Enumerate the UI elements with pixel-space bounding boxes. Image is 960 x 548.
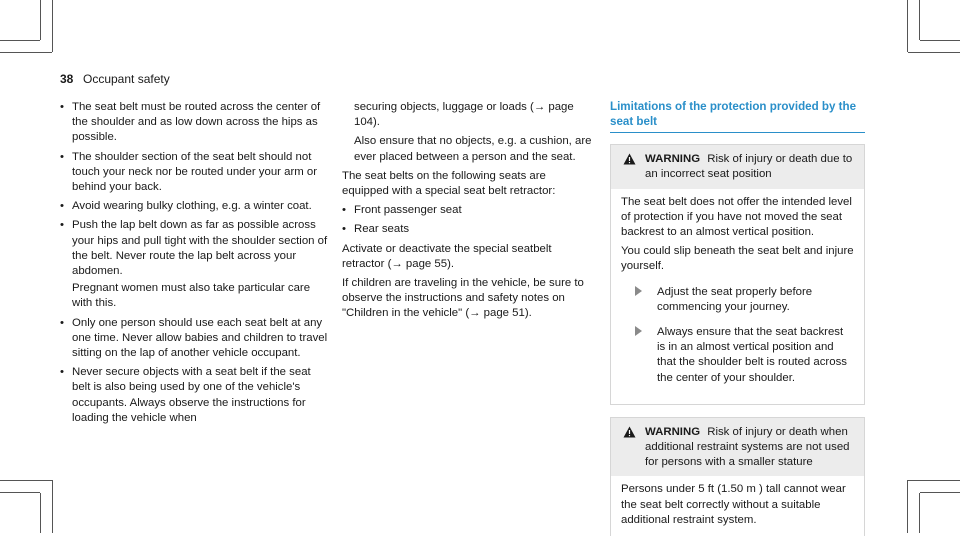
warning-header [611, 145, 864, 188]
activate-retractor-text[interactable]: Activate or deactivate the special seatbelt retractor (→ page 55). [342, 242, 552, 270]
list-item: • Rear seats [342, 223, 410, 236]
warning-triangle-icon [623, 153, 636, 170]
crop-mark [0, 40, 40, 41]
warning-triangle-icon [623, 426, 636, 443]
retractor-intro: The seat belts on the following seats are equipped with a special seat belt retractor: [342, 169, 556, 198]
warning-heading: Risk of injury or death due to an incorrect seat position [645, 153, 853, 181]
continued-note: Also ensure that no objects, e.g. a cushion, are ever placed between a person and the seat. [354, 135, 592, 163]
crop-mark [0, 52, 52, 53]
crop-mark [908, 52, 960, 53]
section-divider [610, 132, 865, 133]
page-number: 38 [60, 72, 74, 86]
warning-box [610, 417, 865, 536]
pregnant-note: Pregnant women must also take particular care with this. [72, 282, 311, 310]
crop-mark [919, 0, 920, 40]
list-item: • Never secure objects with a seat belt if the seat belt is also being used by one of the vehicle's occupants. Always observe the instructions for loading the vehicle when [60, 366, 311, 424]
warning-label: WARNING [645, 153, 701, 166]
crop-mark [919, 493, 920, 533]
action-arrow-icon [635, 326, 642, 336]
page-header-title: Occupant safety [83, 72, 170, 86]
crop-mark [908, 480, 960, 481]
crop-mark [0, 480, 52, 481]
list-item: • Only one person should use each seat belt at any one time. Never allow babies and children to travel sitting on the lap of another vehicle occupant. [60, 316, 328, 360]
warning-body: The seat belt does not offer the intended level of protection if you have not moved the seat backrest to an almost vertical position. You could slip beneath the seat belt and injure yourself. Adjust the seat properly before commencing your journey. Always ensure that the seat backrest is in an almost vertical position and that the shoulder belt is routed across the center of your shoulder. [611, 189, 864, 404]
column-right [610, 100, 865, 548]
continued-text [342, 100, 592, 130]
section-title: Limitations of the protection provided by the seat belt [610, 100, 857, 128]
crop-mark [52, 0, 53, 52]
list-item: • Front passenger seat [342, 204, 462, 217]
column-left [60, 100, 330, 430]
crop-mark [907, 480, 908, 533]
warning-box [610, 144, 865, 405]
crop-mark [0, 492, 40, 493]
crop-mark [52, 480, 53, 533]
warning-body: Persons under 5 ft (1.50 m ) tall cannot wear the seat belt correctly without a suitable additional restraint system. [621, 483, 846, 526]
crop-mark [40, 0, 41, 40]
warning-label: WARNING [645, 425, 701, 438]
crop-mark [920, 492, 960, 493]
crop-mark [40, 493, 41, 533]
crop-mark [920, 40, 960, 41]
children-note[interactable]: If children are traveling in the vehicle, be sure to observe the instructions and safety notes on "Children in the vehicle" (→ page 51). [342, 277, 584, 320]
loading-reference-link[interactable]: securing objects, luggage or loads (→ page 104). [354, 101, 574, 129]
retractor-seats-list [342, 203, 592, 237]
crop-mark [907, 0, 908, 52]
list-item: • Push the lap belt down as far as possible across your hips and pull tight with the shoulder section of the belt. Never route the lap belt across your abdomen. Pregnant women must also take particular care with this. [60, 218, 330, 311]
list-item: • The shoulder section of the seat belt should not touch your neck nor be routed under your arm or behind your back. [60, 150, 318, 194]
column-middle [342, 100, 592, 326]
seat-belt-rules-list [60, 100, 330, 426]
list-item: • Avoid wearing bulky clothing, e.g. a winter coat. [60, 200, 312, 213]
action-arrow-icon [635, 286, 642, 296]
warning-header [611, 418, 864, 477]
warning-heading: Risk of injury or death when additional restraint systems are not used for persons with a smaller stature [645, 425, 850, 469]
action-step: Always ensure that the seat backrest is in an almost vertical position and that the shoulder belt is routed across the center of your shoulder. [621, 325, 854, 386]
list-item: • The seat belt must be routed across the center of the shoulder and as low down across the hips as possible. [60, 101, 321, 144]
action-step: Adjust the seat properly before commencing your journey. [621, 285, 854, 315]
